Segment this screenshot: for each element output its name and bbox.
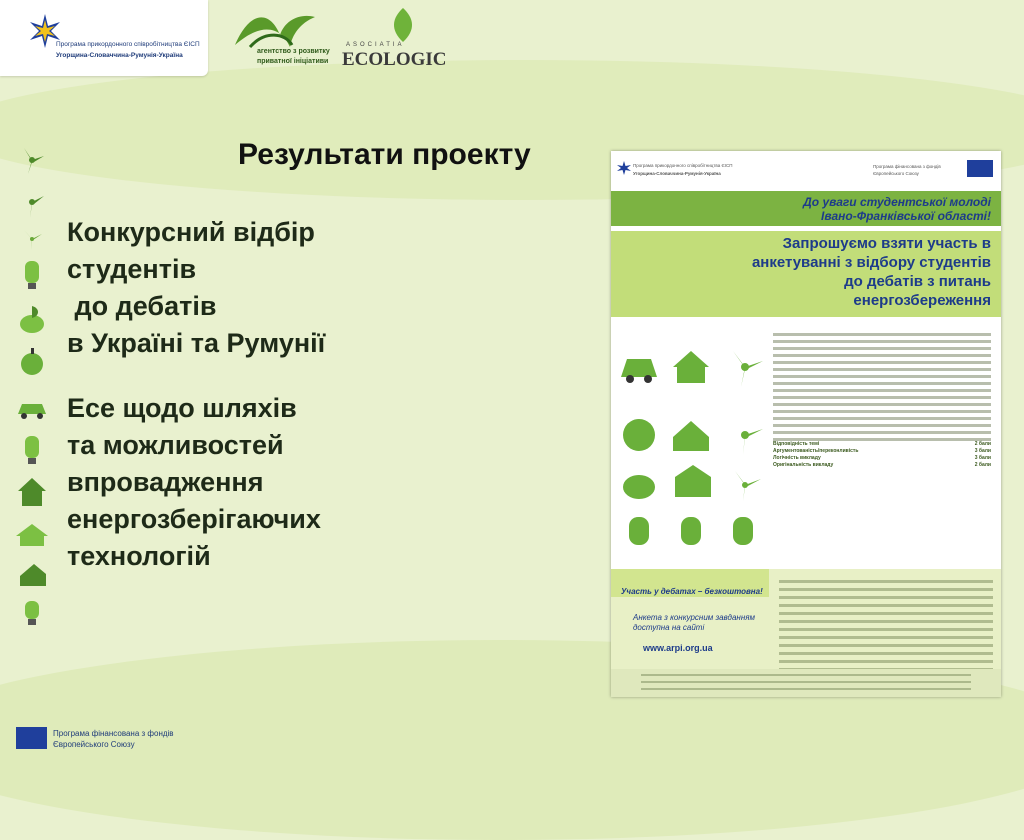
leaf-icon [20, 306, 44, 333]
program-line2: Угорщина-Словаччина-Румунія-Україна [56, 52, 183, 59]
poster-anketa-line1: Анкета з конкурсним завданням [633, 613, 755, 622]
program-logo-box [0, 0, 208, 76]
eu-flag-icon [16, 727, 47, 749]
house-icon [20, 564, 46, 586]
windmill-icon [22, 192, 44, 218]
house-icon [16, 524, 48, 546]
bulb-icon [733, 517, 753, 545]
poster-footer [611, 669, 1001, 697]
apple-icon [21, 348, 43, 375]
eu-funding-line2: Європейського Союзу [53, 740, 135, 749]
program-line1: Програма прикордонного співробітництва ЄІСП [56, 41, 200, 48]
text-line: Есе щодо шляхів [67, 393, 297, 423]
windmill-icon [735, 471, 761, 501]
poster-program-line2: Угорщина-Словаччина-Румунія-Україна [633, 171, 721, 176]
poster-eu-line2: Європейського Союзу [873, 171, 919, 176]
bulb-icon [25, 601, 39, 625]
poster-scores [773, 441, 991, 469]
car-icon [18, 404, 46, 419]
score-row: Логічність викладу 3 бали [773, 455, 991, 461]
text-line: Конкурсний відбір [67, 217, 315, 247]
poster-free-text: Участь у дебатах – безкоштовна! [621, 587, 763, 596]
slide-body-text [67, 214, 487, 575]
poster-eu-line1: Програма фінансована з фондів [873, 164, 941, 169]
poster-banner2-line: анкетуванні з відбору студентів [751, 254, 991, 271]
house-icon [675, 465, 711, 497]
bulb-icon [25, 436, 39, 464]
agency-line1: агентство з розвитку [257, 48, 330, 55]
bulb-icon [681, 517, 701, 545]
poster-banner1 [611, 191, 1001, 226]
left-icon-column [12, 146, 52, 636]
poster-banner2 [611, 231, 1001, 317]
house-icon [673, 421, 709, 451]
text-line: та можливостей [67, 430, 284, 460]
leaf-icon [623, 475, 655, 499]
poster-url: www.arpi.org.ua [643, 643, 713, 653]
score-row: Відповідність темі 2 бали [773, 441, 991, 447]
poster-banner2-line: енергозбереження [853, 292, 991, 309]
score-row: Аргументованість/переконливість 3 бали [773, 448, 991, 454]
text-line: впровадження [67, 467, 264, 497]
windmill-icon [24, 148, 44, 174]
ecologic-leaf-icon [388, 8, 418, 42]
poster-eco-icons [617, 337, 777, 557]
text-line: технологій [67, 541, 211, 571]
text-line: до дебатів [67, 291, 217, 321]
windmill-icon [731, 421, 763, 455]
text-line: студентів [67, 254, 197, 284]
poster-contact-text [779, 575, 993, 676]
poster-eu-flag-icon [967, 160, 993, 177]
windmill-icon [733, 351, 763, 387]
text-line: в Україні та Румунії [67, 328, 326, 358]
agency-line2: приватної ініціативи [257, 58, 329, 65]
house-icon [18, 478, 46, 506]
poster-banner1-line: Івано-Франківської області! [821, 209, 991, 223]
poster-star-icon [617, 161, 631, 175]
poster-anketa-line2: доступна на сайті [633, 623, 705, 632]
score-row: Оригінальність викладу 2 бали [773, 462, 991, 468]
poster-program-line1: Програма прикордонного співробітництва ЄІСП [633, 163, 733, 168]
poster-banner2-line: Запрошуємо взяти участь в [782, 235, 991, 252]
ecologic-assoc-label: ASOCIATIA [346, 42, 405, 48]
eu-funding-line1: Програма фінансована з фондів [53, 729, 174, 738]
bulb-icon [25, 261, 39, 289]
slide-title: Результати проекту [238, 138, 531, 171]
poster-banner2-line: до дебатів з питань [844, 273, 991, 290]
poster-image [611, 151, 1001, 697]
poster-banner1-line: До уваги студентської молоді [803, 195, 991, 209]
text-line: енергозберігаючих [67, 504, 321, 534]
house-icon [673, 351, 709, 383]
apple-icon [623, 419, 655, 451]
windmill-icon [24, 230, 42, 250]
ecologic-name: ECOLOGIC [342, 49, 447, 70]
car-icon [621, 359, 657, 383]
bulb-icon [629, 517, 649, 545]
poster-body-text [773, 329, 991, 547]
